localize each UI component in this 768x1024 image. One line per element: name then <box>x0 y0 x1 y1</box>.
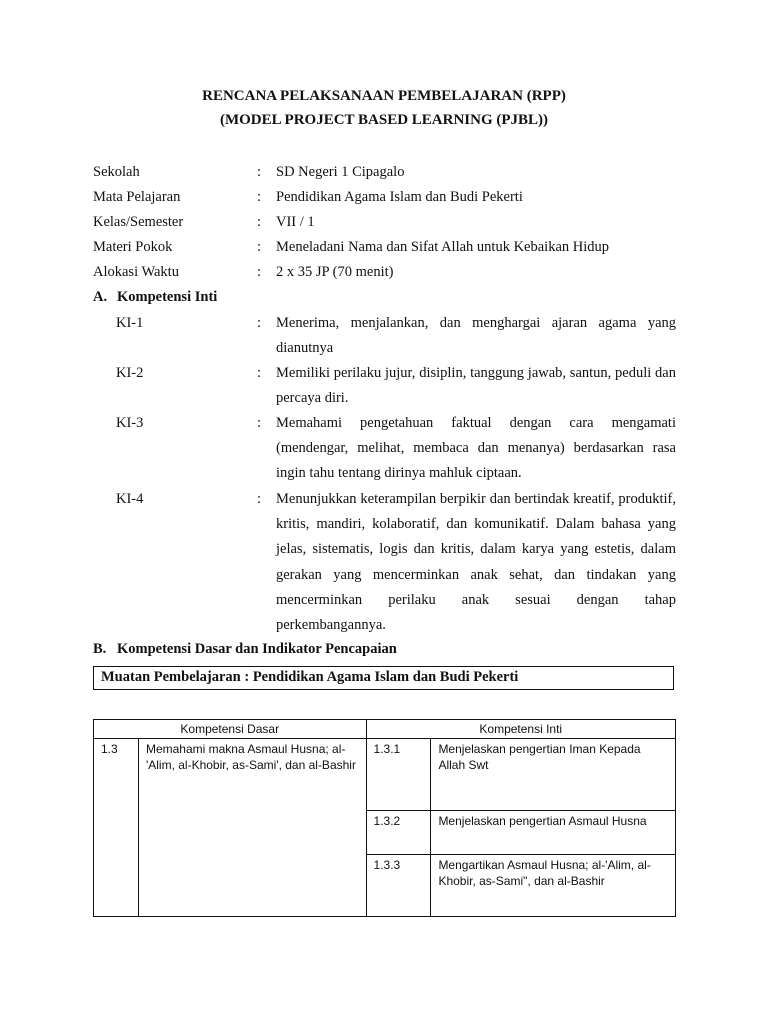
identity-value: Pendidikan Agama Islam dan Budi Pekerti <box>276 189 523 205</box>
identity-value: SD Negeri 1 Cipagalo <box>276 164 405 180</box>
kd-number-cell: 1.3 <box>94 739 139 917</box>
ki-text: Menerima, menjalankan, dan menghargai ajaran agama yang dianutnya <box>276 315 676 357</box>
muatan-box: Muatan Pembelajaran : Pendidikan Agama Islam dan Budi Pekerti <box>93 666 674 690</box>
kd-text-cell: Memahami makna Asmaul Husna; al-'Alim, al-Khobir, as-Sami', dan al-Bashir <box>138 739 366 917</box>
table-header: Kompetensi Dasar <box>94 720 367 739</box>
ki-label: KI-2 <box>116 365 144 381</box>
identity-colon: : <box>257 214 262 230</box>
kompetensi-table <box>93 719 676 917</box>
document-title: RENCANA PELAKSANAAN PEMBELAJARAN (RPP) <box>202 88 566 104</box>
identity-value: VII / 1 <box>276 214 315 230</box>
ki-label: KI-1 <box>116 315 144 331</box>
indicator-number-cell: 1.3.3 <box>366 855 431 917</box>
identity-value: 2 x 35 JP (70 menit) <box>276 264 394 280</box>
indicator-number-cell: 1.3.1 <box>366 739 431 811</box>
identity-label: Alokasi Waktu <box>93 264 179 280</box>
indicator-text-cell: Menjelaskan pengertian Asmaul Husna <box>431 811 676 855</box>
section-title: Kompetensi Dasar dan Indikator Pencapaian <box>117 641 397 657</box>
ki-text: Memahami pengetahuan faktual dengan cara mengamati (mendengar, melihat, membaca dan menanya) berdasarkan rasa ingin tahu tentang dirinya mahluk ciptaan. <box>276 415 676 482</box>
indicator-number-cell: 1.3.2 <box>366 811 431 855</box>
identity-colon: : <box>257 164 262 180</box>
identity-value: Meneladani Nama dan Sifat Allah untuk Kebaikan Hidup <box>276 239 610 255</box>
identity-label: Mata Pelajaran <box>93 189 181 205</box>
ki-label: KI-3 <box>116 415 144 431</box>
ki-colon: : <box>257 491 262 507</box>
section-a-heading <box>93 285 217 310</box>
ki-text: Menunjukkan keterampilan berpikir dan bertindak kreatif, produktif, kritis, mandiri, kolaboratif, dan komunikatif. Dalam bahasa yang jelas, sistematis, logis dan kritis, dalam karya yang estetis, dalam gerakan yang mencerminkan anak sehat, dan tindakan yang mencerminkan perilaku anak sesuai dengan tahap perkembangannya. <box>276 491 676 634</box>
identity-label: Sekolah <box>93 164 140 180</box>
identity-label: Kelas/Semester <box>93 214 184 230</box>
table-row <box>94 739 676 811</box>
ki-colon: : <box>257 415 262 431</box>
indicator-text-cell: Mengartikan Asmaul Husna; al-'Alim, al-Khobir, as-Sami", dan al-Bashir <box>431 855 676 917</box>
identity-label: Materi Pokok <box>93 239 173 255</box>
identity-colon: : <box>257 239 262 255</box>
table-header: Kompetensi Inti <box>366 720 675 739</box>
indicator-text-cell: Menjelaskan pengertian Iman Kepada Allah Swt <box>431 739 676 811</box>
identity-colon: : <box>257 264 262 280</box>
section-b-heading <box>93 637 397 662</box>
section-title: Kompetensi Inti <box>117 289 218 305</box>
section-letter: B. <box>93 641 107 657</box>
document-subtitle: (MODEL PROJECT BASED LEARNING (PJBL)) <box>219 112 549 128</box>
ki-label: KI-4 <box>116 491 144 507</box>
ki-colon: : <box>257 315 262 331</box>
section-letter: A. <box>93 289 108 305</box>
identity-colon: : <box>257 189 262 205</box>
ki-colon: : <box>257 365 262 381</box>
ki-text: Memiliki perilaku jujur, disiplin, tanggung jawab, santun, peduli dan percaya diri. <box>276 365 676 407</box>
table-header-row <box>94 720 676 739</box>
